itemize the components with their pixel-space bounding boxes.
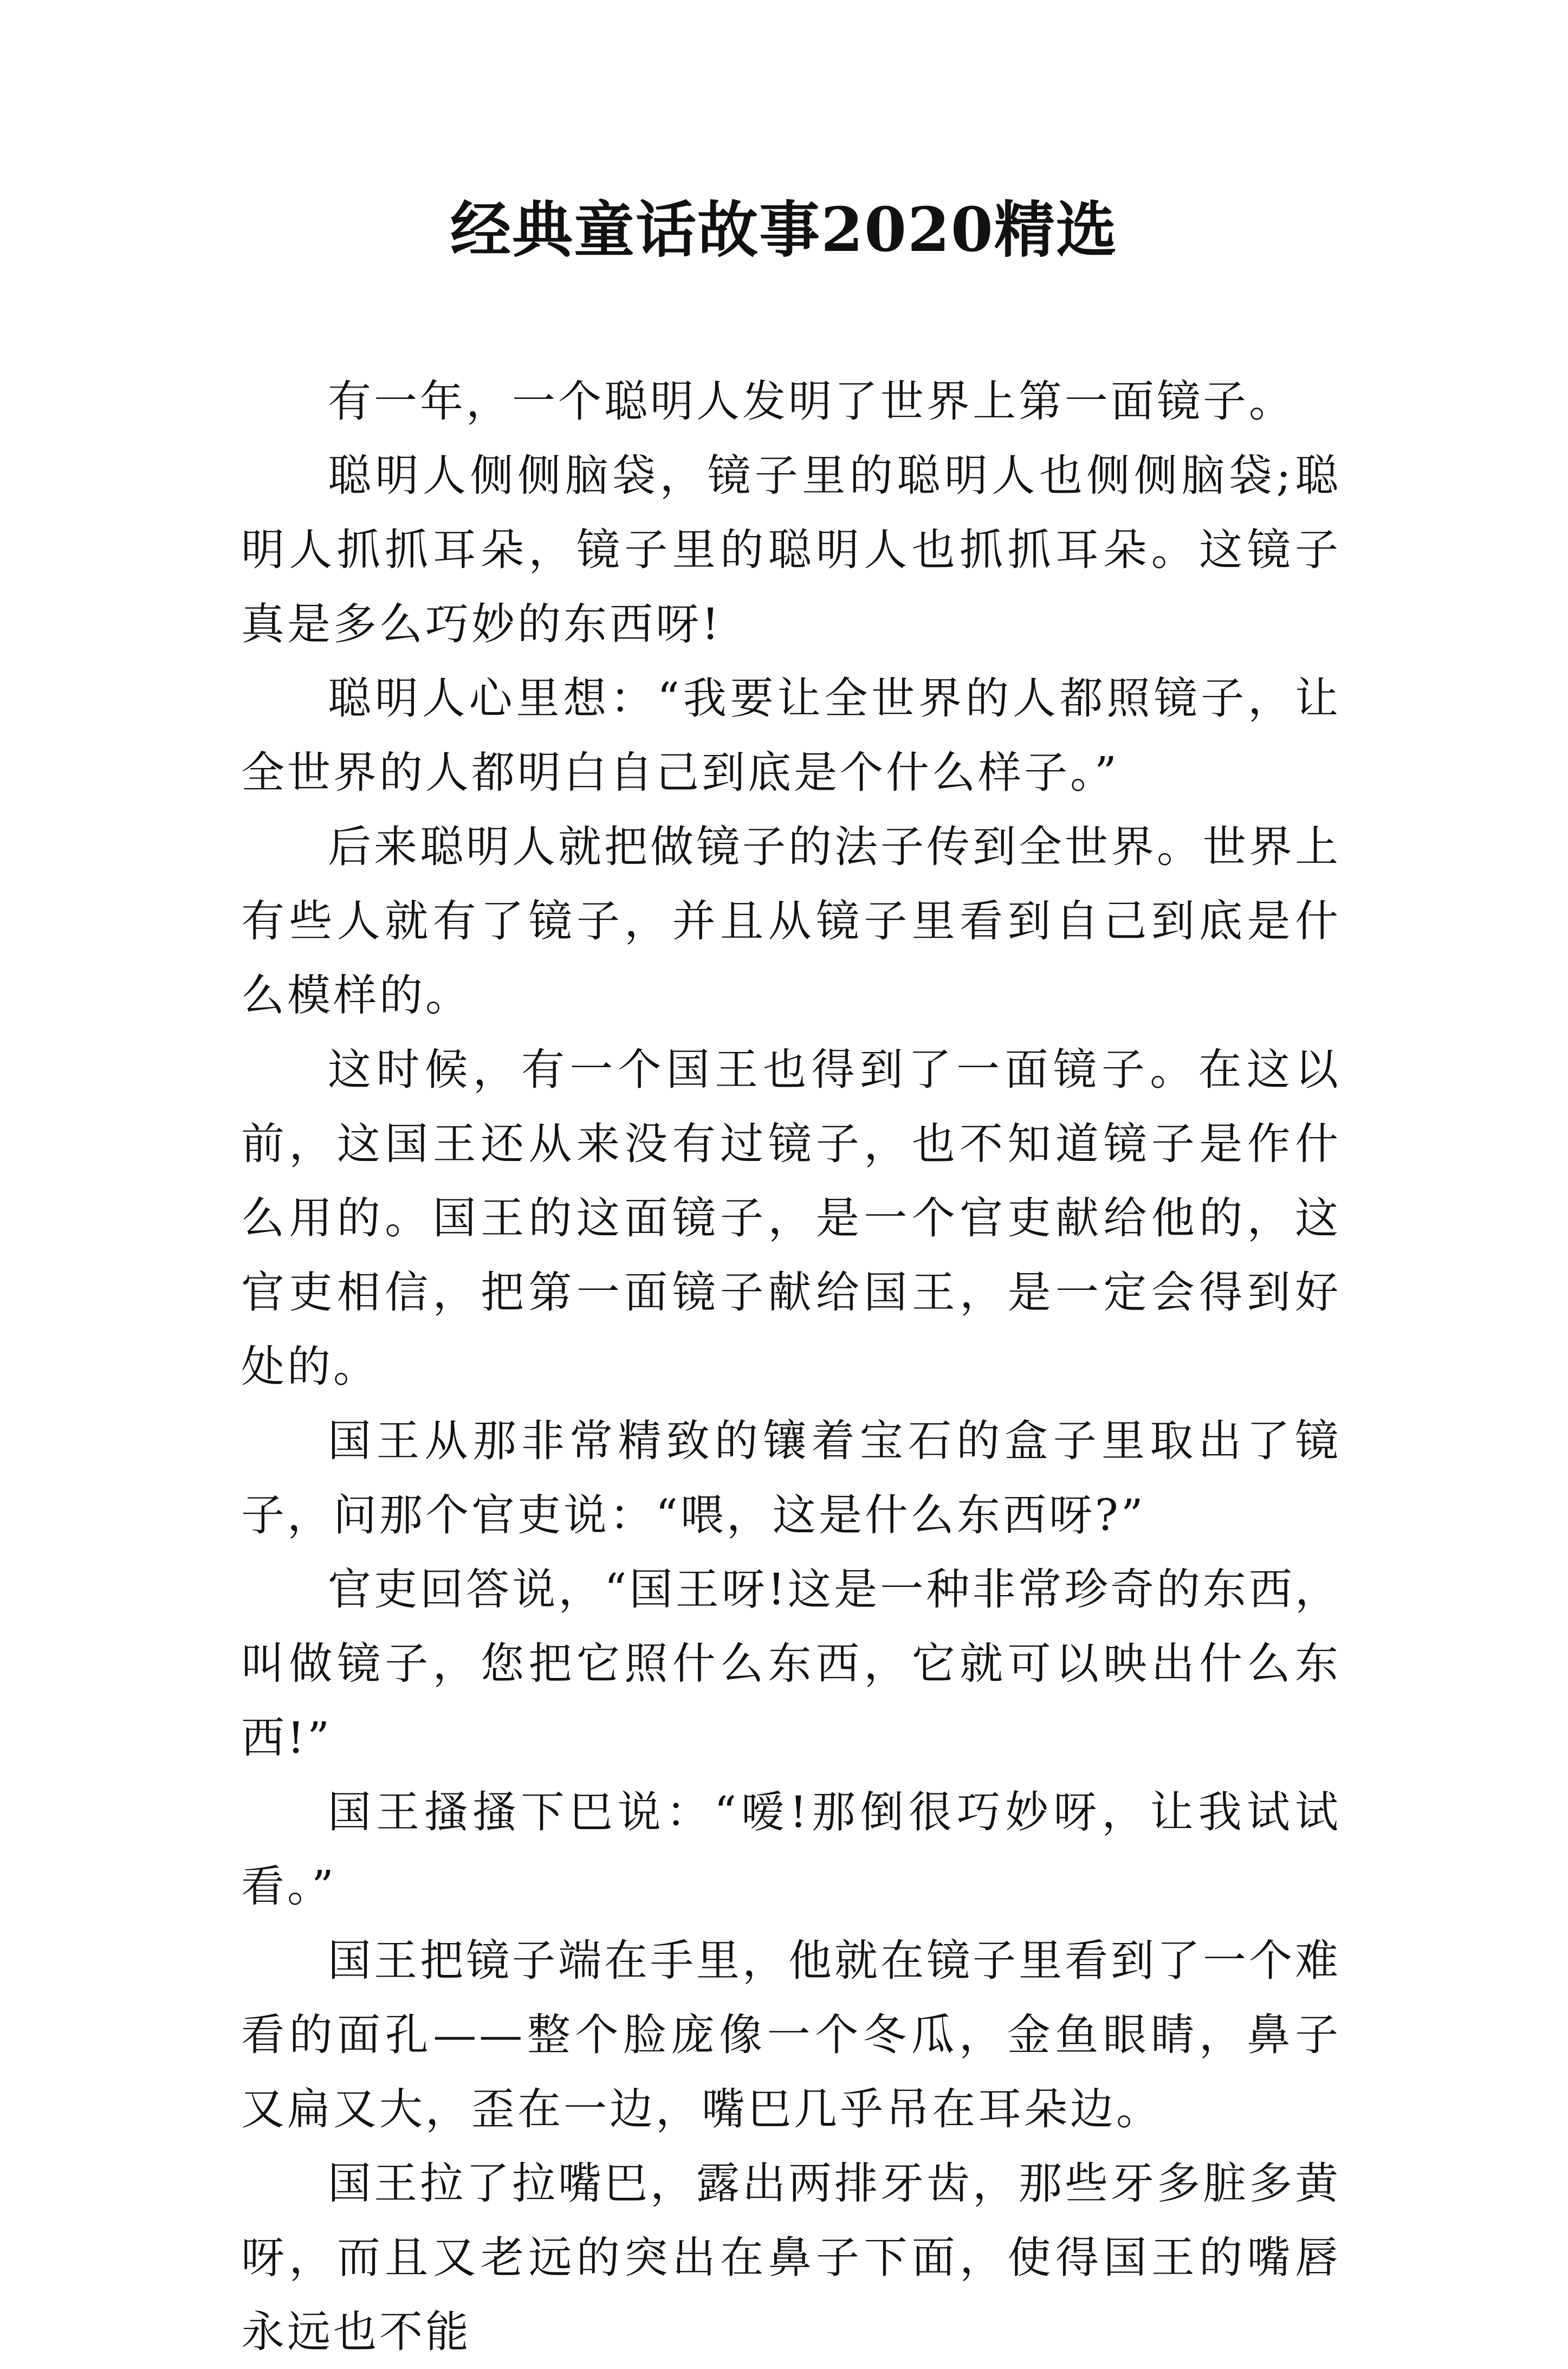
paragraph: 国王搔搔下巴说：“嗳!那倒很巧妙呀，让我试试看。”	[241, 1787, 1341, 1912]
page-title: 经典童话故事2020精选	[450, 195, 1118, 266]
paragraph: 后来聪明人就把做镜子的法子传到全世界。世界上有些人就有了镜子，并且从镜子里看到自己到底是什么模样的。	[241, 822, 1341, 1021]
paragraph: 国王拉了拉嘴巴，露出两排牙齿，那些牙多脏多黄呀，而且又老远的突出在鼻子下面，使得国王的嘴唇永远也不能	[241, 2158, 1341, 2357]
paragraph: 官吏回答说，“国王呀!这是一种非常珍奇的东西，叫做镜子，您把它照什么东西，它就可以映出什么东西!”	[241, 1564, 1341, 1763]
paragraph: 国王把镜子端在手里，他就在镜子里看到了一个难看的面孔——整个脸庞像一个冬瓜，金鱼眼睛，鼻子又扁又大，歪在一边，嘴巴几乎吊在耳朵边。	[241, 1935, 1341, 2134]
story-body	[241, 364, 1341, 2369]
paragraph: 聪明人侧侧脑袋，镜子里的聪明人也侧侧脑袋;聪明人抓抓耳朵，镜子里的聪明人也抓抓耳朵。这镜子真是多么巧妙的东西呀!	[241, 450, 1341, 649]
paragraph: 聪明人心里想：“我要让全世界的人都照镜子，让全世界的人都明白自己到底是个什么样子。”	[241, 673, 1341, 798]
paragraph: 有一年，一个聪明人发明了世界上第一面镜子。	[328, 376, 1295, 427]
paragraph: 国王从那非常精致的镶着宝石的盒子里取出了镜子，问那个官吏说：“喂，这是什么东西呀?”	[241, 1416, 1341, 1540]
paragraph: 这时候，有一个国王也得到了一面镜子。在这以前，这国王还从来没有过镜子，也不知道镜子是作什么用的。国王的这面镜子，是一个官吏献给他的，这官吏相信，把第一面镜子献给国王，是一定会得到好处的。	[241, 1044, 1341, 1392]
